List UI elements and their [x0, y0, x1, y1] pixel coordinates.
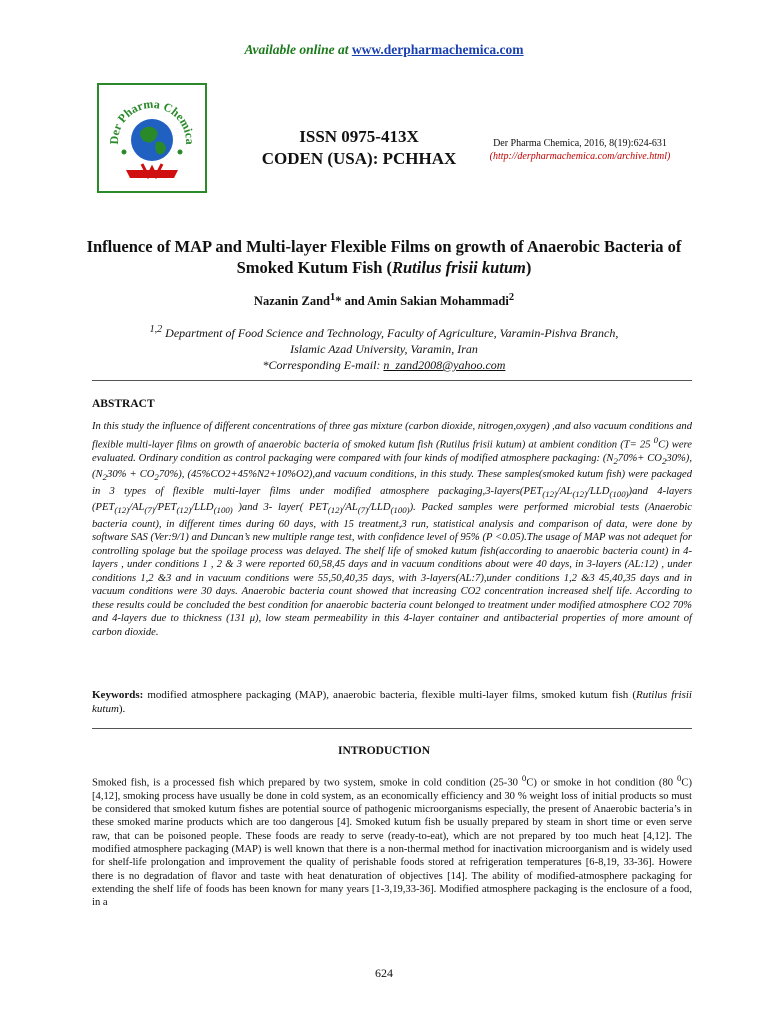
title-close: ): [525, 258, 532, 277]
affiliation-line-1: Department of Food Science and Technology, Faculty of Agriculture, Varamin-Pishva Branch,: [162, 326, 619, 340]
affiliation-sup: 1,2: [149, 324, 163, 335]
abstract-sub: (12): [114, 505, 130, 516]
abstract-part: C) were evaluated. Ordinary condition as control packaging were compared with four kinds of modified atmosphere packaging: (N: [92, 439, 692, 464]
abstract-part: )and 3- layer( PET: [232, 502, 328, 514]
issn-number: ISSN 0975-413X: [299, 127, 419, 146]
author-2: * and Amin Sakian Mohammadi: [335, 294, 509, 309]
title-species: Rutilus frisii kutum: [392, 258, 526, 277]
introduction-heading: INTRODUCTION: [337, 745, 430, 757]
authors-line: [0, 292, 768, 309]
divider-bottom: [92, 728, 692, 729]
corresponding-label: *Corresponding E-mail:: [262, 358, 384, 372]
author-1-affiliation: 1: [330, 292, 336, 303]
abstract-part: /LLD: [368, 502, 391, 514]
abstract-sub: 2: [154, 472, 159, 483]
abstract-part: 30% + CO: [107, 469, 155, 481]
title-main: Influence of MAP and Multi-layer Flexible Films on growth of Anaerobic Bacteria of Smoked Kutum Fish (: [86, 237, 682, 277]
available-prefix: Available online at: [244, 42, 352, 57]
abstract-part: ). Packed samples were performed microbial tests (Anaerobic bacteria count), in different times during 60 days, with 15 treatment,3 run, statistical analysis and comparison of data, were done by software SAS (Ver:9/1) and Duncan’s new multiple range test, with confidence level of 95% (P <0.05).The usage of MAP was not adequet for controlling spolage but the spoilage process was delayed. The shelf life of smoked kutum fish(according to anaerobic bacteria count) in 4-layers , under conditions 1 , 2 & 3 were reported 60,58,45 days and in vacuum conditions about were 40 days, in 3-layers (AL:12) , under conditions 1,2 &3 and in vacuum conditions were 55,50,40,35 days, with 3-layers(AL:7),under conditions 1,2 &3 45,40,35 days and in vacuum conditions were 30 days. Anaerobic bacteria count showed that increasing CO2 concentration increased shelf life. According to these results could be concluded the best condition for anaerobic bacteria count belonged to treatment under modified atmosphere CO2 70% and 4-layers due to thickness (131 μ), low steam permeability in this 4-layer container and antibacterial properties of more amount of carbon dioxide.: [92, 502, 692, 638]
keywords-close: ).: [118, 703, 126, 715]
abstract-sub: (100): [213, 505, 233, 516]
journal-logo: [96, 82, 208, 194]
abstract-sub: (12): [542, 488, 557, 499]
keywords: [92, 688, 692, 716]
divider-top: [92, 380, 692, 381]
abstract-part: 30%), (N: [92, 452, 692, 481]
journal-citation: Der Pharma Chemica, 2016, 8(19):624-631: [493, 138, 667, 149]
abstract-sub: 2: [613, 455, 618, 466]
abstract-part: /LLD: [191, 502, 214, 514]
abstract-part: 70%+ CO: [617, 452, 662, 464]
abstract-part: /AL: [129, 502, 145, 514]
logo-text: Der Pharma Chemica: [106, 96, 198, 145]
keywords-text: modified atmosphere packaging (MAP), anaerobic bacteria, flexible multi-layer films, smoked kutum fish (: [143, 689, 636, 701]
affiliation-block: [100, 322, 668, 373]
abstract-sub: 2: [102, 472, 108, 483]
der-pharma-chemica-logo: [96, 82, 208, 194]
abstract-sub: (12): [176, 505, 192, 516]
abstract-sub: 2: [661, 455, 667, 466]
issn-block: [254, 126, 464, 170]
abstract-part: /AL: [557, 485, 573, 497]
abstract-heading: ABSTRACT: [92, 398, 155, 410]
intro-sup: 0: [677, 773, 682, 783]
page-number: 624: [375, 966, 393, 980]
abstract-part: )and 4-layers (PET: [92, 485, 692, 514]
intro-sup: 0: [521, 773, 527, 783]
introduction-text: [92, 772, 692, 910]
affiliation-line-2: Islamic Azad University, Varamin, Iran: [290, 342, 478, 356]
abstract-sub: (7): [357, 505, 369, 516]
intro-part: C) or smoke in hot condition (80: [526, 777, 677, 789]
corresponding-email[interactable]: n_zand2008@yahoo.com: [383, 358, 506, 372]
journal-citation-block: [458, 137, 702, 163]
intro-part: C) [4,12], smoking process have usually be done in cold system, as an economically efficiency and 30 % weight loss of initial products so must be considered that smoked kutum fishes are potential source of pathogenic microorganisms especially, the present of Anaerobic bacteria’s in these smoked marine products which are too dangerous [4]. Smoked kutum fish be usually prepared by steam in short time or even serve raw, that can be poisoned people. These foods are ready to serve (ready-to-eat), which are not prepared by too much heat [4,12]. The modified atmosphere packaging (MAP) is well known that there is a non-thermal method for inactivation microorganism and is widely used for shelf-life prolongation and improvement the quality of perishable foods stored at refrigeration temperatures [6-8,19, 33-36]. Howere there is no degradation of flavor and taste with heat denaturation of objectives [14]. The ability of modified-atmosphere packaging for extending the shelf life of foods has been known for many years [1-3,19,33-36]. Modified atmosphere packaging is the enclosure of a food, in a: [92, 777, 693, 909]
abstract-sub: (100): [390, 505, 410, 516]
abstract-sub: (7): [144, 505, 155, 516]
keywords-label: Keywords:: [92, 689, 144, 701]
coden: CODEN (USA): PCHHAX: [261, 149, 457, 168]
author-2-affiliation: 2: [508, 292, 515, 303]
abstract-sub: (12): [572, 488, 588, 499]
paper-title: [82, 236, 686, 278]
abstract-text: [92, 420, 692, 639]
intro-part: Smoked fish, is a processed fish which prepared by two system, smoke in cold condition (25-30: [92, 777, 522, 789]
abstract-part: 70%), (45%CO2+45%N2+10%O2),and vacuum conditions, in this study. These samples(smoked kutum fish) were packaged in 3 types of flexible multi-layer films under modified atmosphere packaging,3-layers(PET: [92, 469, 692, 497]
abstract-sub: (100): [609, 488, 629, 499]
keywords-species: Rutilus frisii kutum: [92, 689, 692, 715]
abstract-part: In this study the influence of different concentrations of three gas mixture (carbon dioxide, nitrogen,oxygen) ,and also vacuum conditions and flexible multi-layer films on growth of anaerobic bacteria of smoked kutum fish (Rutilus frisii kutum) at ambient condition (T= 25: [92, 421, 692, 451]
author-1: Nazanin Zand: [253, 294, 330, 309]
available-online-line: [0, 42, 768, 58]
archive-link[interactable]: (http://derpharmachemica.com/archive.html): [489, 151, 671, 162]
journal-website-link[interactable]: www.derpharmachemica.com: [351, 42, 524, 57]
abstract-part: /AL: [342, 502, 358, 514]
abstract-sub: (12): [327, 505, 343, 516]
abstract-sup: 0: [653, 434, 659, 445]
abstract-part: /LLD: [587, 485, 610, 497]
abstract-part: /PET: [154, 502, 177, 514]
